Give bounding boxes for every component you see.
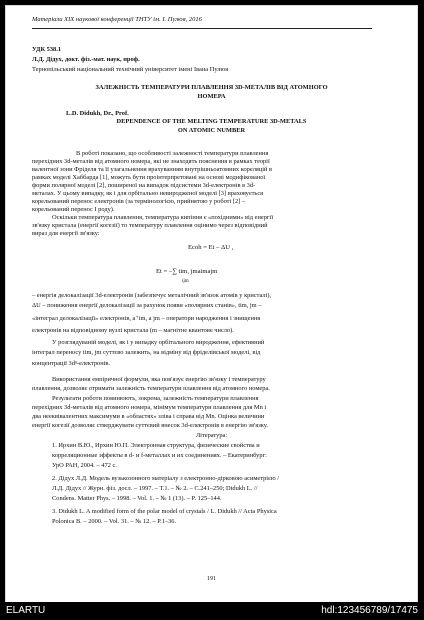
para2-line: вираз для енергії зв'язку: (32, 230, 100, 237)
document-page (6, 6, 417, 602)
para1-line: рамках моделі Хаббарда [1], можуть бути проінтерпретовані на основі модифікованої (32, 174, 266, 181)
udk: УДК 538.1 (32, 46, 62, 53)
para1-line: металах. У цьому випадку, як і для орбітально невиродженої моделі [3] враховується (32, 190, 264, 197)
footer-bar (0, 602, 424, 620)
para4-line: концентрації 3dⁿ-електронів. (32, 360, 111, 367)
reference-line: 2. Дідух Л.Д. Модель вузькозонного матеріалу з електронно-дірковою асиметрією / (52, 475, 279, 482)
para6-line: перехідних 3d-металів від атомного номера, мінімум температури плавлення для Mn і (32, 404, 267, 411)
reference-line: корреляционные эффекты в d- и f-металлах и их соединениях. – Екатеринбург: (52, 452, 267, 459)
reference-line: Polonica B. – 2000. – Vol. 31. – № 12. – P.1–36. (52, 518, 177, 525)
reference-line: 3. Didukh L. A modified form of the polar model of crystals / L. Didukh // Acta Physica (52, 508, 277, 515)
references-title: Література: (195, 432, 228, 439)
para5-line: Використання емпіричної формули, яка пов'язує енергію зв'язку і температуру (52, 376, 266, 383)
para1-line: перехідних 3d-металів від атомного номера, які не знаходять пояснення в рамках теорії (32, 158, 270, 165)
para1-line: корельований перенос І роду). (32, 206, 115, 213)
para4-line: інтеграл переносу tim, jm суттєво залежить, на відміну від фріделівської моделі, від (32, 349, 261, 356)
page-number: 191 (207, 576, 216, 582)
para3-line: електронів на відповідному вузлі кристала (m – магнітне квантове число). (32, 327, 234, 334)
author-en: L.D. Didukh, Dr., Prof. (66, 110, 129, 117)
para6-line: Результати роботи повинюють, зокрема, залежність температури плавлення (52, 395, 259, 402)
formula-energy-sub: ijm (182, 279, 189, 284)
para4-line: У розглядуваній моделі, як і у випадку орбітального виродження, ефективний (52, 339, 265, 346)
affiliation: Тернопільський національний технічний університет імені Івана Пулюя (32, 66, 229, 73)
formula-cohesion: Ecoh = Et – ΔU , (188, 244, 234, 251)
reference-line: Л.Д. Дідух // Журн. фіз. досл. – 1997. – Т.1. – № 2. – С.241–250; Didukh L. // (52, 485, 258, 492)
para6-line: енергії когезії дозволяє стверджувати суттєвий внесок 3d-електронів в енергію зв'язку. (32, 422, 268, 429)
para5-line: плавлення, дозволяє отримати залежність температури плавлення від атомного номера. (32, 385, 270, 392)
author-ua: Л.Д. Дідух, докт. фіз.-мат. наук, проф. (32, 56, 140, 63)
reference-line: 1. Ирхин В.Ю., Ирхин Ю.П. Электронная структура, физические свойства и (52, 442, 260, 449)
para3-line: «інтеграл делокалізації» електронів, a⁺im, a jm – оператори народження і знищення (32, 315, 261, 322)
para1-line: корельований перенос електронів (за термінологією, прийнятою у роботі [2] – (32, 198, 246, 205)
para3-line: ΔU – пониження енергії делокалізації за рахунок появи «полярних станів», tim, jm – (32, 302, 262, 309)
title-en-line-2: ON ATOMIC NUMBER (177, 127, 246, 134)
title-ua-line-2: НОМЕРА (197, 93, 226, 100)
para6-line: два нееквівалентних максимуми в «областях» зліва і справа від Mn. Оцінка величини (32, 413, 265, 420)
header-rule (32, 28, 372, 29)
title-en-line-1: DEPENDENCE OF THE MELTING TEMPERATURE 3D-METALS (116, 118, 307, 125)
title-ua-line-1: ЗАЛЕЖНІСТЬ ТЕМПЕРАТУРИ ПЛАВЛЕННЯ 3D-МЕТАЛІВ ВІД АТОМНОГО (95, 84, 328, 91)
para1-line: валентної зони Фріделя та її узагальнення врахуванням внутрішньоатомних кореляцій в (32, 166, 273, 173)
footer-left-label: ELARTU (6, 605, 46, 616)
para2-line: зв'язку кристала (енергії когезії) то температуру плавлення оцінимо через відповідний (32, 222, 268, 229)
formula-energy: Et = –∑ tim, jmaimajm (156, 268, 218, 275)
para1-line: форми полярної моделі [2], поширеної на випадок підсистеми 3d-електронів в 3d- (32, 182, 256, 189)
reference-line: УрО РАН, 2004. – 472 с. (52, 462, 117, 469)
reference-line: Condens. Matter Phys. – 1998. – Vol. 1. – № 1 (13). – P. 125–144. (52, 495, 222, 502)
para3-line: – енергія делокалізації 3d-електронів (забезпечує металічний зв'язок атомів у кристалі), (32, 292, 272, 299)
para2-line: Оскільки температура плавлення, температура кипіння є «похідними» від енергії (52, 214, 274, 221)
footer-handle-link[interactable]: hdl:123456789/17475 (321, 605, 418, 616)
para1-line: В роботі показано, що особливості залежності температури плавлення (76, 150, 269, 157)
running-header: Матеріали XIX наукової конференції ТНТУ ім. І. Пулюя, 2016 (32, 16, 202, 23)
